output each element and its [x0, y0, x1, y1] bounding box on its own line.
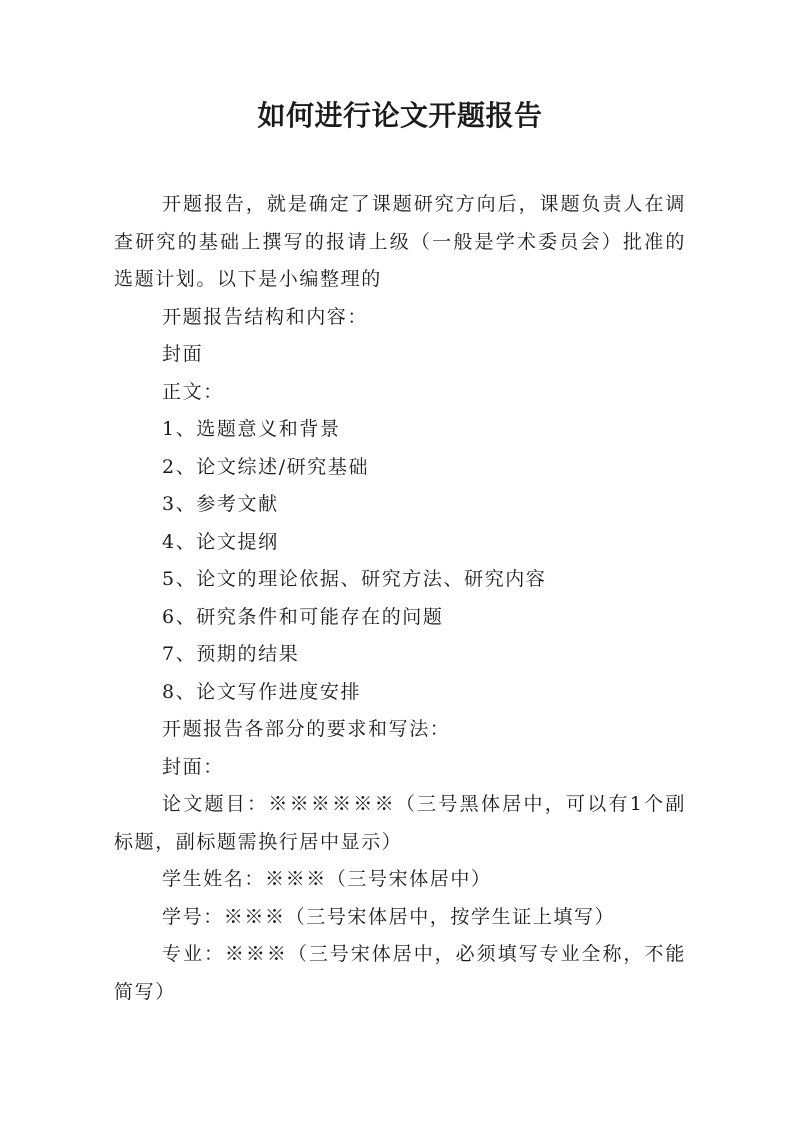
document-body [114, 186, 686, 1011]
list-item-1: 1、选题意义和背景 [162, 418, 341, 440]
list-item-6: 6、研究条件和可能存在的问题 [162, 605, 444, 628]
field-thesis-title: 论文题目：※※※※※※（三号黑体居中，可以有1个副标题，副标题需换行居中显示） [114, 793, 686, 853]
field-student-id: 学号：※※※（三号宋体居中，按学生证上填写） [162, 905, 616, 928]
intro-paragraph: 开题报告，就是确定了课题研究方向后，课题负责人在调查研究的基础上撰写的报请上级（一般是学术委员会）批准的选题计划。以下是小编整理的 [114, 193, 686, 290]
list-item-7: 7、预期的结果 [162, 643, 300, 665]
list-item-8: 8、论文写作进度安排 [162, 680, 362, 703]
document-title: 如何进行论文开题报告 [257, 99, 543, 132]
list-item-3: 3、参考文献 [162, 493, 279, 515]
list-item-2: 2、论文综述/研究基础 [162, 455, 370, 478]
list-item-5: 5、论文的理论依据、研究方法、研究内容 [162, 568, 547, 590]
list-item-4: 4、论文提纲 [162, 530, 279, 553]
field-major: 专业：※※※（三号宋体居中，必须填写专业全称，不能简写） [114, 943, 686, 1003]
field-student-name: 学生姓名：※※※（三号宋体居中） [162, 868, 492, 890]
section-heading-structure: 开题报告结构和内容： [162, 305, 369, 328]
section-heading-requirements: 开题报告各部分的要求和写法： [162, 718, 451, 740]
list-item-cover: 封面 [162, 343, 204, 365]
subheading-cover: 封面： [162, 755, 224, 778]
list-item-body: 正文： [162, 380, 224, 403]
